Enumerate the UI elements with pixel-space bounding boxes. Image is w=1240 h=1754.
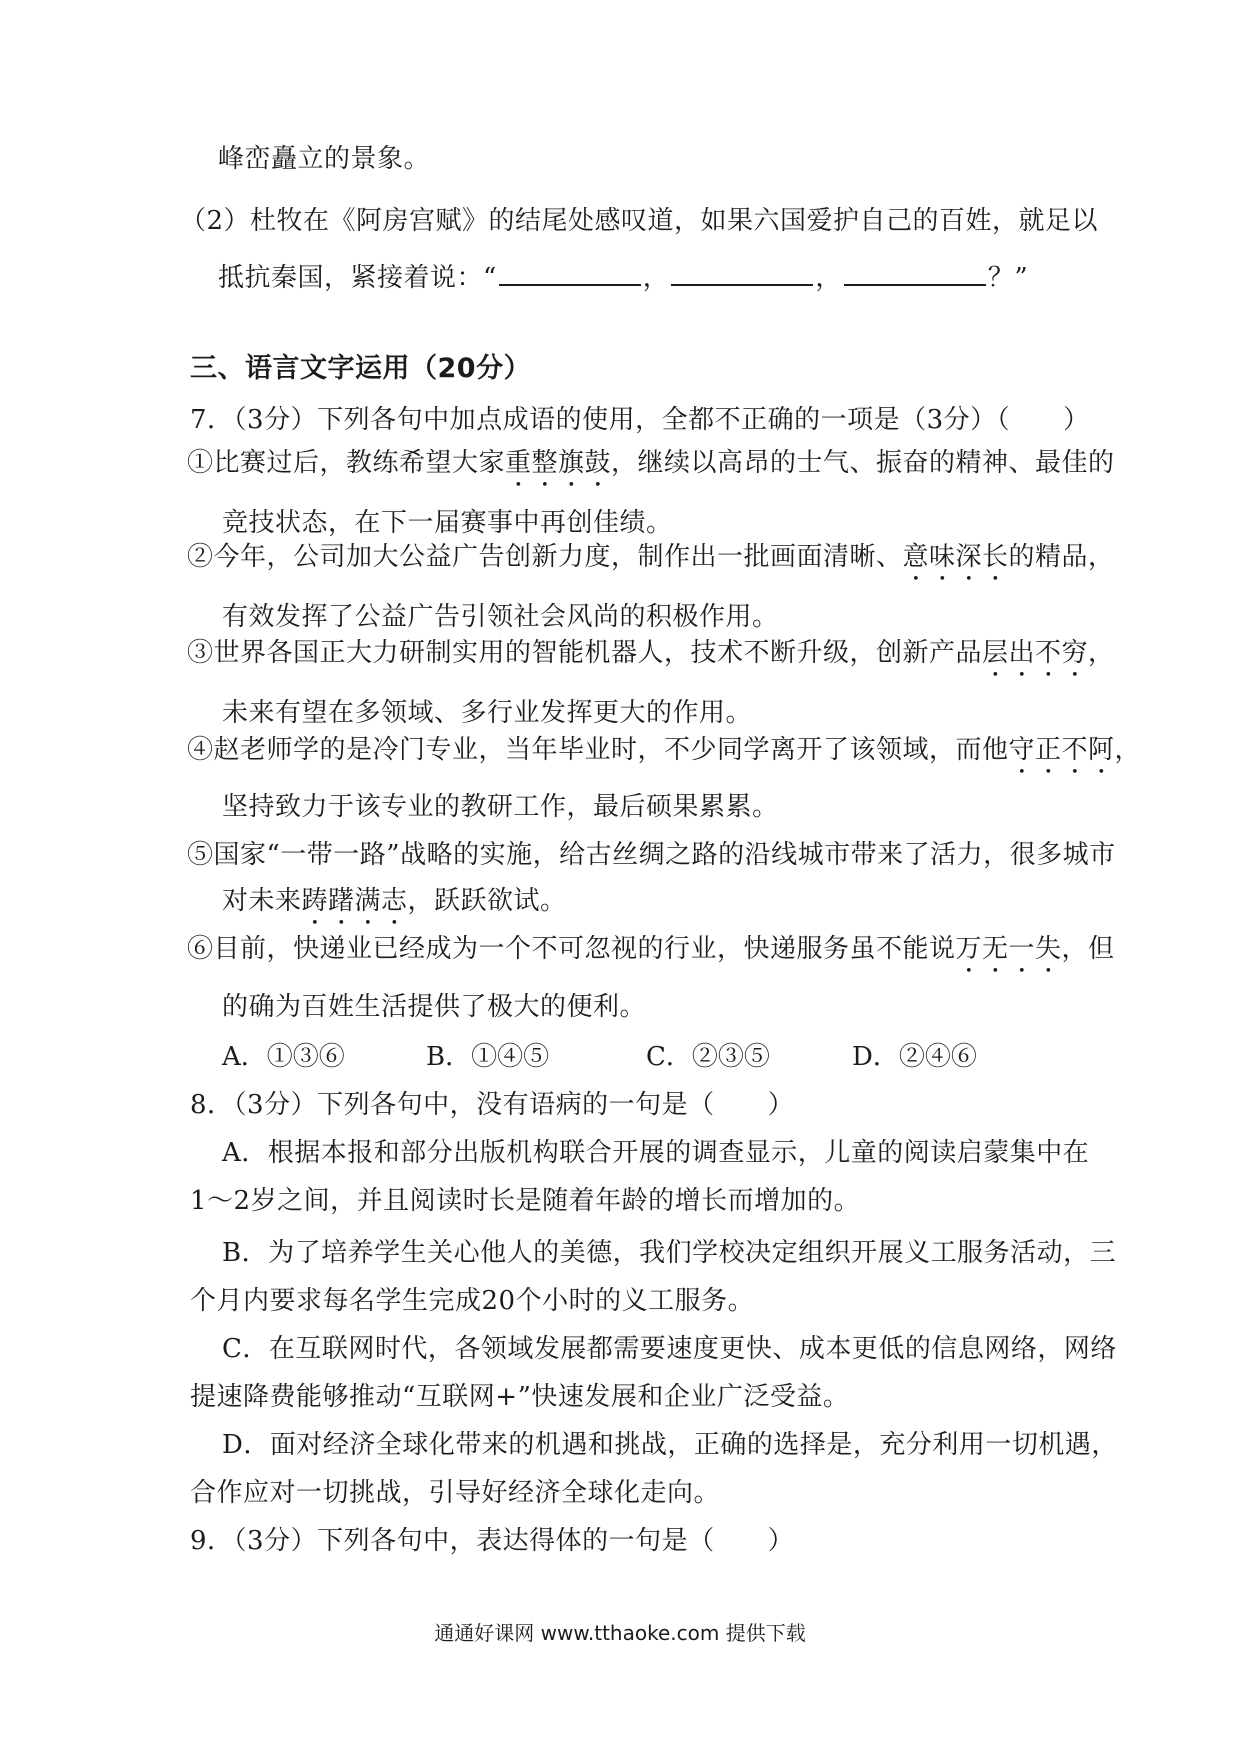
dotted-idiom: 万无一失	[955, 934, 1062, 964]
answer-blank-2[interactable]	[671, 258, 813, 286]
q9-stem: 9．（3分）下列各句中，表达得体的一句是（ ）	[190, 1526, 795, 1556]
q7-sentence-5-cont: 对未来踌躇满志，跃跃欲试。	[222, 886, 567, 916]
q7-option-c[interactable]: C．②③⑤	[646, 1042, 770, 1072]
prev-line: 峰峦矗立的景象。	[218, 144, 431, 174]
q7-sentence-4-cont: 坚持致力于该专业的教研工作，最后硕果累累。	[222, 792, 779, 822]
q8-option-c-cont: 提速降费能够推动“互联网+”快速发展和企业广泛受益。	[190, 1382, 850, 1412]
q7-sentence-1-cont: 竞技状态，在下一届赛事中再创佳绩。	[222, 508, 673, 538]
q7-sentence-4: ④赵老师学的是冷门专业，当年毕业时，不少同学离开了该领域，而他守正不阿，	[187, 735, 1142, 765]
q7-sentence-3-cont: 未来有望在多领域、多行业发挥更大的作用。	[222, 698, 753, 728]
answer-blank-3[interactable]	[844, 258, 986, 286]
q7-sentence-2-cont: 有效发挥了公益广告引领社会风尚的积极作用。	[222, 602, 779, 632]
page-footer: 通通好课网 www.tthaoke.com 提供下载	[434, 1621, 806, 1645]
q7-sentence-6-cont: 的确为百姓生活提供了极大的便利。	[222, 992, 647, 1022]
q7-option-b[interactable]: B．①④⑤	[426, 1042, 550, 1072]
section-3-title: 三、语言文字运用（20分）	[190, 353, 532, 384]
q6-2-end: ？”	[987, 263, 1029, 293]
dotted-idiom: 重整旗鼓	[505, 448, 612, 478]
q7-stem: 7．（3分）下列各句中加点成语的使用，全都不正确的一项是（3分）（ ）	[190, 405, 1090, 435]
sep-1: ，	[642, 263, 670, 293]
dotted-idiom: 守正不阿	[1008, 735, 1115, 765]
q6-2-lead: 抵抗秦国，紧接着说：“	[218, 263, 497, 293]
q7-sentence-6: ⑥目前，快递业已经成为一个不可忽视的行业，快递服务虽不能说万无一失，但	[187, 934, 1115, 964]
q7-sentence-1: ①比赛过后，教练希望大家重整旗鼓，继续以高昂的士气、振奋的精神、最佳的	[187, 448, 1115, 478]
sep-2: ，	[815, 263, 842, 293]
q6-2-line1: （2）杜牧在《阿房宫赋》的结尾处感叹道，如果六国爱护自己的百姓，就足以	[180, 206, 1099, 236]
q8-option-a-cont: 1～2岁之间，并且阅读时长是随着年龄的增长而增加的。	[190, 1186, 861, 1216]
q8-option-d[interactable]: D．面对经济全球化带来的机遇和挑战，正确的选择是，充分利用一切机遇，	[222, 1430, 1118, 1460]
q7-option-a[interactable]: A．①③⑥	[222, 1042, 345, 1072]
q7-sentence-5: ⑤国家“一带一路”战略的实施，给古丝绸之路的沿线城市带来了活力，很多城市	[187, 840, 1116, 870]
q6-2-line2	[218, 258, 1028, 295]
q7-sentence-3: ③世界各国正大力研制实用的智能机器人，技术不断升级，创新产品层出不穷，	[187, 638, 1115, 668]
q7-sentence-2: ②今年，公司加大公益广告创新力度，制作出一批画面清晰、意味深长的精品，	[187, 542, 1115, 572]
q8-option-b-cont: 个月内要求每名学生完成20个小时的义工服务。	[190, 1286, 755, 1316]
dotted-idiom: 层出不穷	[982, 638, 1089, 668]
q8-option-d-cont: 合作应对一切挑战，引导好经济全球化走向。	[190, 1478, 721, 1508]
q8-option-b[interactable]: B．为了培养学生关心他人的美德，我们学校决定组织开展义工服务活动，三	[222, 1238, 1117, 1268]
dotted-idiom: 踌躇满志	[301, 886, 408, 916]
dotted-idiom: 意味深长	[902, 542, 1009, 572]
q7-option-d[interactable]: D．②④⑥	[852, 1042, 977, 1072]
q8-option-a[interactable]: A．根据本报和部分出版机构联合开展的调查显示，儿童的阅读启蒙集中在	[222, 1138, 1090, 1168]
q8-option-c[interactable]: C．在互联网时代，各领域发展都需要速度更快、成本更低的信息网络，网络	[222, 1334, 1117, 1364]
answer-blank-1[interactable]	[499, 258, 641, 286]
q8-stem: 8．（3分）下列各句中，没有语病的一句是（ ）	[190, 1090, 795, 1120]
